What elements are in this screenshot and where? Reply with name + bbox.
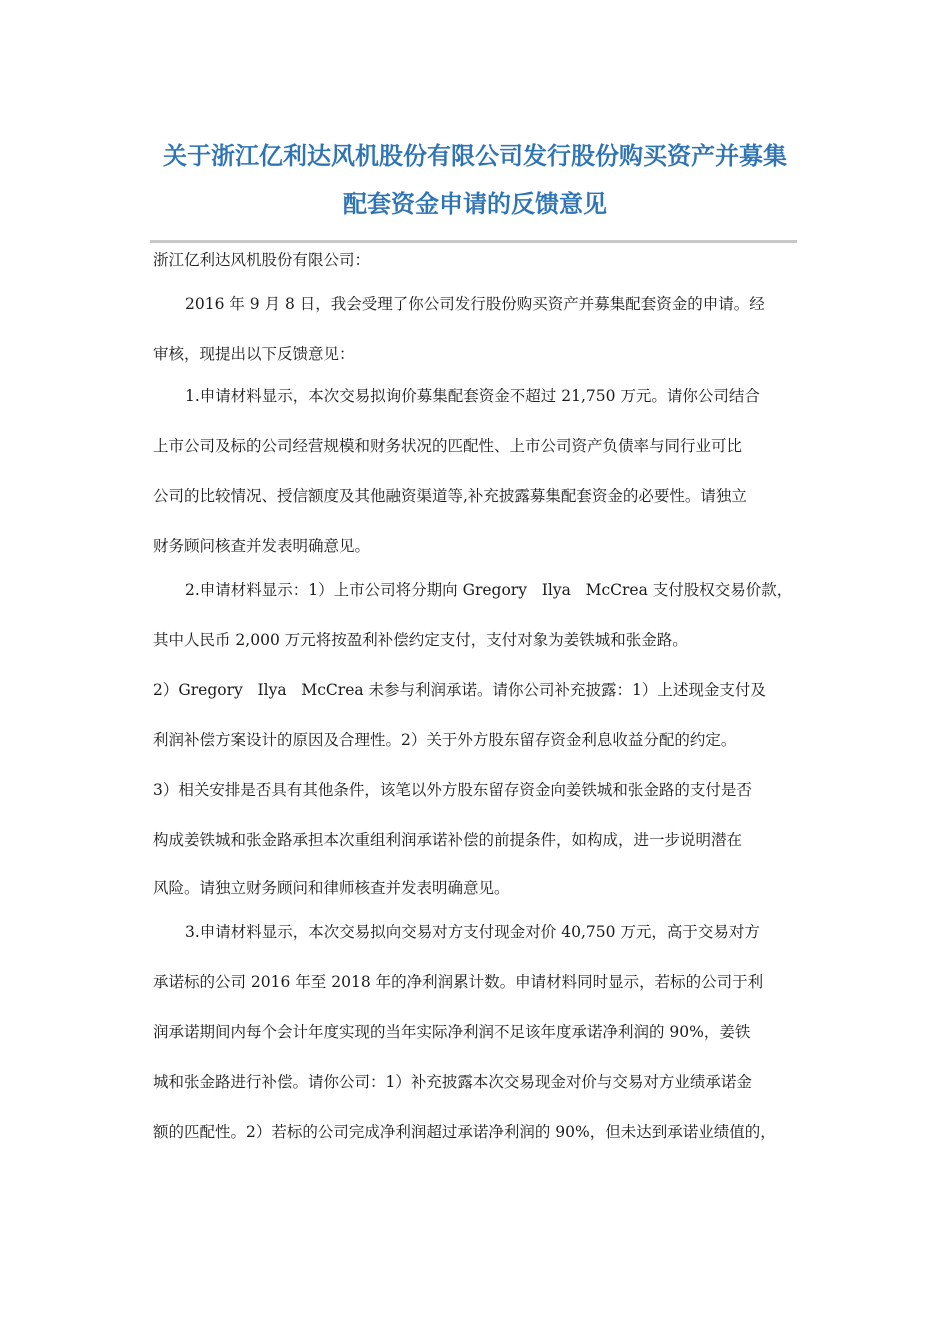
document-title-line-2: 配套资金申请的反馈意见 — [343, 190, 607, 218]
item-2-line: 2.申请材料显示：1）上市公司将分期向 Gregory Ilya McCrea 支付股权交易价款， — [185, 581, 793, 599]
addressee: 浙江亿利达风机股份有限公司： — [153, 251, 371, 269]
item-2-line: 3）相关安排是否具有其他条件，该笔以外方股东留存资金向姜铁城和张金路的支付是否 — [153, 781, 752, 799]
item-3-line: 城和张金路进行补偿。请你公司：1）补充披露本次交易现金对价与交易对方业绩承诺金 — [153, 1073, 752, 1091]
title-divider — [150, 240, 797, 243]
item-1-line: 上市公司及标的公司经营规模和财务状况的匹配性、上市公司资产负债率与同行业可比 — [153, 437, 743, 455]
item-2-line: 风险。请独立财务顾问和律师核查并发表明确意见。 — [153, 879, 510, 897]
item-1-line: 1.申请材料显示，本次交易拟询价募集配套资金不超过 21,750 万元。请你公司结合 — [185, 387, 760, 405]
item-2-line: 2）Gregory Ilya McCrea 未参与利润承诺。请你公司补充披露：1）上述现金支付及 — [153, 681, 766, 699]
item-2-line: 构成姜铁城和张金路承担本次重组利润承诺补偿的前提条件，如构成，进一步说明潜在 — [153, 831, 743, 849]
item-2-line: 利润补偿方案设计的原因及合理性。2）关于外方股东留存资金利息收益分配的约定。 — [153, 731, 737, 749]
item-3-line: 承诺标的公司 2016 年至 2018 年的净利润累计数。申请材料同时显示，若标的公司于利 — [153, 973, 764, 991]
item-1-line: 财务顾问核查并发表明确意见。 — [153, 537, 371, 555]
item-3-line: 3.申请材料显示，本次交易拟向交易对方支付现金对价 40,750 万元，高于交易对方 — [185, 923, 760, 941]
item-1-line: 公司的比较情况、授信额度及其他融资渠道等,补充披露募集配套资金的必要性。请独立 — [153, 487, 747, 505]
item-3-line: 润承诺期间内每个会计年度实现的当年实际净利润不足该年度承诺净利润的 90%，姜铁 — [153, 1023, 751, 1041]
item-2-line: 其中人民币 2,000 万元将按盈利补偿约定支付，支付对象为姜铁城和张金路。 — [153, 631, 688, 649]
paragraph-intro-line: 2016 年 9 月 8 日，我会受理了你公司发行股份购买资产并募集配套资金的申请。经 — [185, 295, 765, 313]
document-title-line-1: 关于浙江亿利达风机股份有限公司发行股份购买资产并募集 — [163, 142, 787, 170]
paragraph-intro-line: 审核，现提出以下反馈意见： — [153, 345, 355, 363]
item-3-line: 额的匹配性。2）若标的公司完成净利润超过承诺净利润的 90%，但未达到承诺业绩值的， — [153, 1123, 776, 1141]
